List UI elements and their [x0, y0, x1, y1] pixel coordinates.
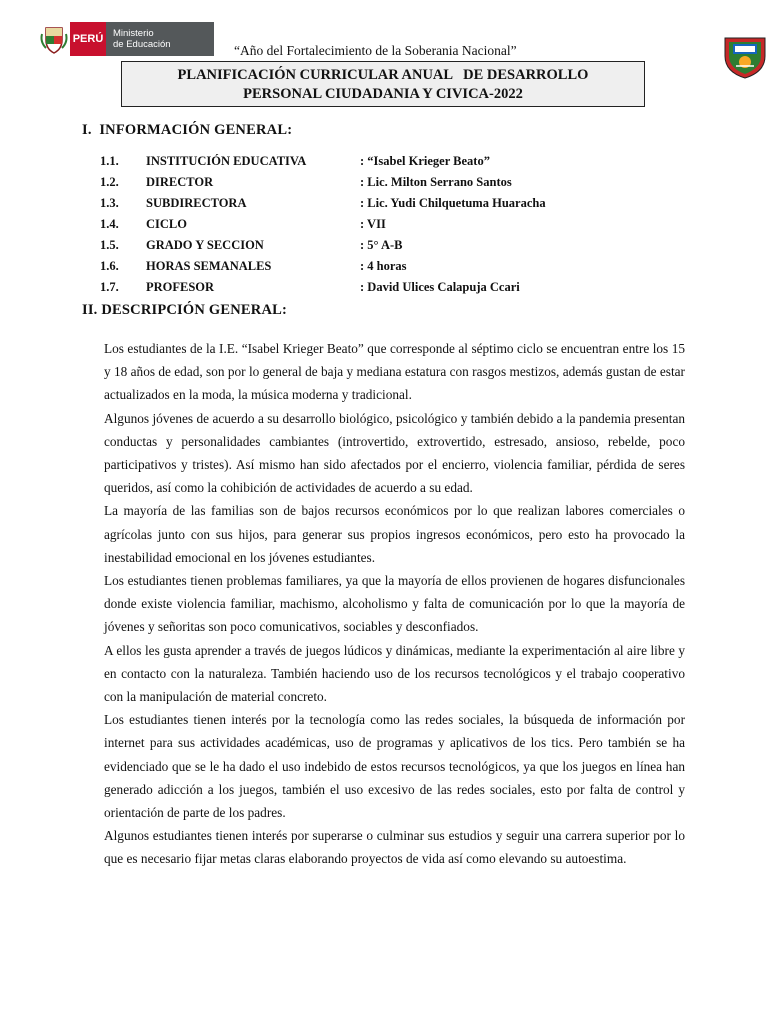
title-line-1: PLANIFICACIÓN CURRICULAR ANUAL DE DESARROLLO [177, 67, 589, 83]
ministry-logo [38, 22, 214, 56]
info-row: 1.6. HORAS SEMANALES : 4 horas [100, 259, 407, 273]
description-paragraph: La mayoría de las familias son de bajos recursos económicos por lo que realizan labores comerciales o agrícolas junto con sus hijos, para generar sus propios ingresos económicos, pero esto ha provocado la inestabilidad emocional en los jóvenes estudiantes. [104, 503, 685, 565]
section-heading-general-description: II. DESCRIPCIÓN GENERAL: [82, 302, 288, 318]
info-row: 1.3. SUBDIRECTORA : Lic. Yudi Chilquetuma Huaracha [100, 196, 546, 210]
school-crest-icon [722, 32, 768, 80]
info-row: 1.4. CICLO : VII [100, 217, 386, 231]
info-row: 1.1. INSTITUCIÓN EDUCATIVA : “Isabel Krieger Beato” [100, 154, 490, 168]
info-row: 1.2. DIRECTOR : Lic. Milton Serrano Santos [100, 175, 512, 189]
title-line-2: PERSONAL CIUDADANIA Y CIVICA-2022 [243, 86, 523, 102]
logo-ministry-text: Ministerio de Educación [106, 22, 214, 56]
year-motto: “Año del Fortalecimiento de la Soberania Nacional” [234, 43, 517, 58]
section-heading-general-info: I. INFORMACIÓN GENERAL: [82, 122, 293, 138]
logo-country: PERÚ [70, 22, 106, 56]
info-row: 1.7. PROFESOR : David Ulices Calapuja Ccari [100, 280, 520, 294]
description-paragraph: Algunos estudiantes tienen interés por superarse o culminar sus estudios y seguir una carrera superior por lo que es necesario fijar metas claras elaborando proyectos de vida así como elevando su autoestima. [104, 828, 685, 867]
document-title [121, 61, 645, 107]
info-row: 1.5. GRADO Y SECCION : 5° A-B [100, 238, 403, 252]
description-paragraph: Los estudiantes tienen interés por la tecnología como las redes sociales, la búsqueda de información por internet para sus actividades académicas, uso de programas y aplicativos de los tics. Pero también se ha evidenciado que se le ha dado el uso indebido de estos recursos tecnológicos, ya que los juegos en línea han generado adicción a los juegos, también el uso excesivo de las redes sociales, esto por falta de control y orientación de parte de los padres. [104, 712, 685, 821]
description-paragraph: Los estudiantes de la I.E. “Isabel Krieger Beato” que corresponde al séptimo ciclo se encuentran entre los 15 y 18 años de edad, son por lo general de baja y mediana estatura con rasgos mestizos, además gustan de estar actualizados en la moda, la música moderna y tradicional. [104, 341, 685, 403]
description-body [104, 337, 685, 871]
description-paragraph: Algunos jóvenes de acuerdo a su desarrollo biológico, psicológico y también debido a la pandemia presentan conductas y personalidades cambiantes (introvertido, extrovertido, estresado, ansioso, rebelde, poco participativos y tristes). Así mismo han sido afectados por el encierro, violencia familiar, pérdida de seres queridos, así como la cohibición de actividades de acuerdo a su edad. [104, 410, 685, 496]
description-paragraph: A ellos les gusta aprender a través de juegos lúdicos y dinámicas, mediante la experimentación al aire libre y en contacto con la naturaleza. También haciendo uso de los recursos tecnológicos y el trabajo cooperativo con la manipulación de material concreto. [104, 642, 685, 705]
peru-shield-icon [38, 22, 70, 56]
description-paragraph: Los estudiantes tienen problemas familiares, ya que la mayoría de ellos provienen de hogares disfuncionales donde existe violencia familiar, machismo, alcoholismo y falta de comunicación por lo que la mayoría de jóvenes y señoritas son poco comunicativos, sociables y desconfiados. [104, 573, 685, 635]
